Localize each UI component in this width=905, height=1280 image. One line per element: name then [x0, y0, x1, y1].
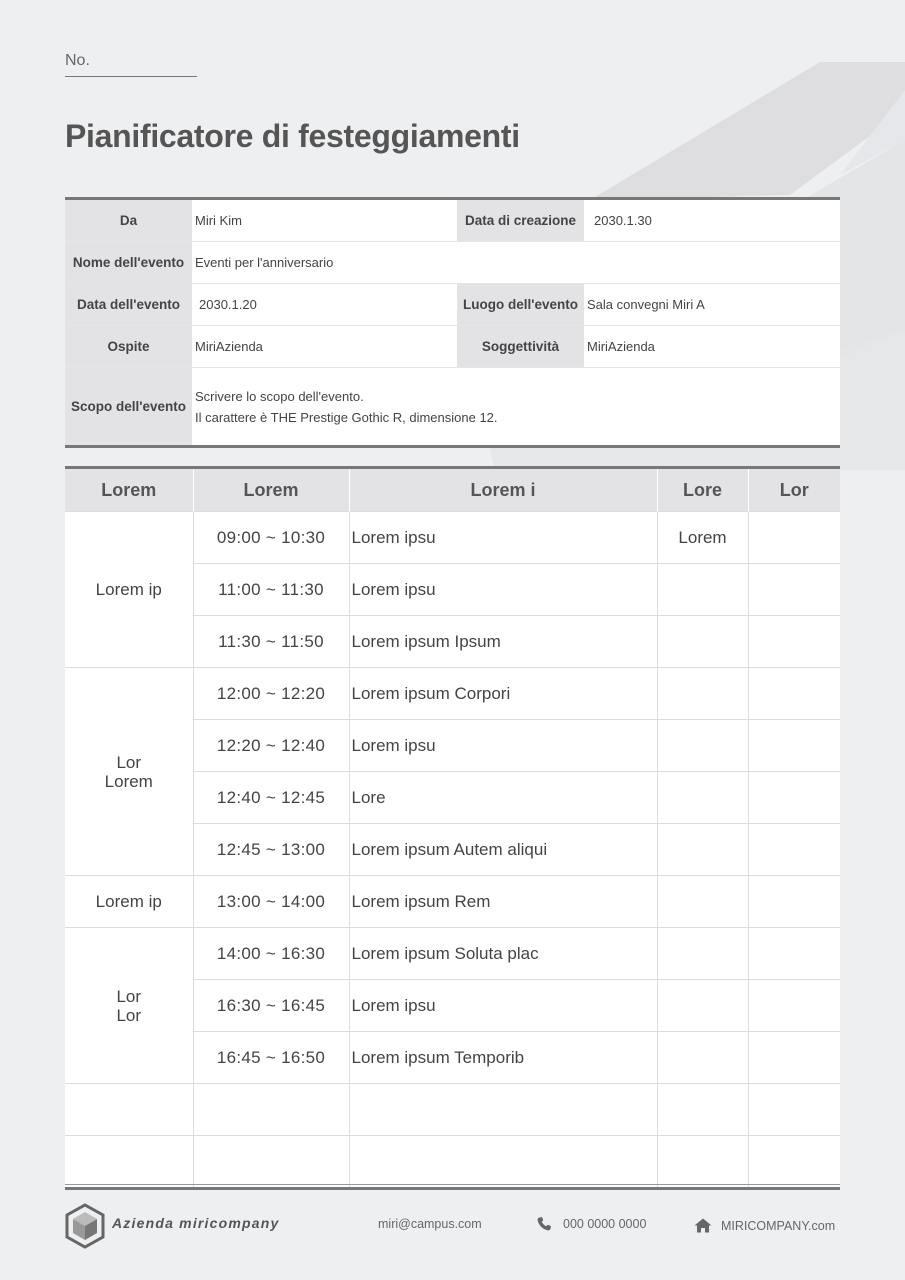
created-date-value[interactable]: 2030.1.30: [584, 199, 840, 242]
footer-divider: [65, 1184, 840, 1185]
empty-cell[interactable]: [65, 1136, 193, 1189]
time-cell[interactable]: 11:00 ~ 11:30: [193, 564, 349, 616]
phone-icon: [536, 1216, 552, 1232]
col5-cell[interactable]: [748, 616, 840, 668]
time-cell[interactable]: 16:30 ~ 16:45: [193, 980, 349, 1032]
col4-cell[interactable]: [657, 980, 748, 1032]
schedule-row: [65, 928, 840, 980]
group-label-line: Lorem: [104, 771, 153, 791]
col4-cell[interactable]: [657, 772, 748, 824]
event-name-value[interactable]: Eventi per l'anniversario: [192, 242, 840, 284]
activity-cell[interactable]: Lorem ipsu: [349, 980, 657, 1032]
col4-cell[interactable]: [657, 928, 748, 980]
group-label-cell[interactable]: [65, 876, 193, 928]
empty-cell[interactable]: [349, 1084, 657, 1136]
time-cell[interactable]: 14:00 ~ 16:30: [193, 928, 349, 980]
activity-cell[interactable]: Lorem ipsu: [349, 720, 657, 772]
guest-value[interactable]: MiriAzienda: [192, 326, 457, 368]
activity-cell[interactable]: Lorem ipsum Soluta plac: [349, 928, 657, 980]
empty-cell[interactable]: [748, 1136, 840, 1189]
time-cell[interactable]: 12:45 ~ 13:00: [193, 824, 349, 876]
activity-cell[interactable]: Lorem ipsum Autem aliqui: [349, 824, 657, 876]
empty-cell[interactable]: [657, 1136, 748, 1189]
from-value[interactable]: Miri Kim: [192, 199, 457, 242]
col4-cell[interactable]: [657, 1032, 748, 1084]
guest-label: Ospite: [65, 326, 192, 368]
event-location-value[interactable]: Sala convegni Miri A: [584, 284, 840, 326]
footer-website[interactable]: MIRICOMPANY.com: [721, 1219, 836, 1233]
footer-phone[interactable]: 000 0000 0000: [563, 1217, 647, 1231]
created-date-label: Data di creazione: [457, 199, 584, 242]
event-date-value[interactable]: 2030.1.20: [192, 284, 457, 326]
header-col-3: Lorem i: [349, 468, 657, 512]
group-label-line: Lorem ip: [95, 580, 162, 599]
col5-cell[interactable]: [748, 928, 840, 980]
time-cell[interactable]: 13:00 ~ 14:00: [193, 876, 349, 928]
empty-schedule-row: [65, 1136, 840, 1189]
col5-cell[interactable]: [748, 668, 840, 720]
col4-cell[interactable]: [657, 668, 748, 720]
subject-label: Soggettività: [457, 326, 584, 368]
group-label-cell[interactable]: [65, 512, 193, 668]
activity-cell[interactable]: Lorem ipsu: [349, 564, 657, 616]
brand-name: Azienda miricompany: [112, 1215, 280, 1231]
purpose-line-1: Scrivere lo scopo dell'evento.: [195, 388, 364, 404]
activity-cell[interactable]: Lorem ipsum Temporib: [349, 1032, 657, 1084]
group-label-line: Lor: [116, 986, 142, 1006]
group-label-line: Lorem ip: [95, 892, 162, 911]
empty-cell[interactable]: [657, 1084, 748, 1136]
col4-cell[interactable]: Lorem: [657, 512, 748, 564]
group-label-line: Lor: [116, 1005, 142, 1025]
header-col-4: Lore: [657, 468, 748, 512]
subject-value[interactable]: MiriAzienda: [584, 326, 840, 368]
empty-cell[interactable]: [193, 1084, 349, 1136]
col4-cell[interactable]: [657, 564, 748, 616]
empty-cell[interactable]: [193, 1136, 349, 1189]
page-title: Pianificatore di festeggiamenti: [65, 118, 520, 154]
document-number-field[interactable]: [65, 76, 197, 77]
purpose-line-2: Il carattere è THE Prestige Gothic R, dimensione 12.: [195, 409, 498, 425]
activity-cell[interactable]: Lore: [349, 772, 657, 824]
col5-cell[interactable]: [748, 1032, 840, 1084]
col5-cell[interactable]: [748, 564, 840, 616]
empty-cell[interactable]: [748, 1084, 840, 1136]
col5-cell[interactable]: [748, 980, 840, 1032]
footer-email[interactable]: miri@campus.com: [378, 1217, 482, 1231]
col5-cell[interactable]: [748, 876, 840, 928]
col5-cell[interactable]: [748, 824, 840, 876]
col4-cell[interactable]: [657, 824, 748, 876]
schedule-row: [65, 668, 840, 720]
group-label-line: Lor: [116, 752, 142, 772]
empty-cell[interactable]: [65, 1084, 193, 1136]
schedule-row: [65, 876, 840, 928]
event-location-label: Luogo dell'evento: [457, 284, 584, 326]
schedule-table: [65, 466, 840, 1190]
schedule-row: [65, 512, 840, 564]
empty-schedule-row: [65, 1084, 840, 1136]
group-label-cell[interactable]: [65, 928, 193, 1084]
col4-cell[interactable]: [657, 876, 748, 928]
time-cell[interactable]: 12:00 ~ 12:20: [193, 668, 349, 720]
activity-cell[interactable]: Lorem ipsu: [349, 512, 657, 564]
event-purpose-label: Scopo dell'evento: [65, 368, 192, 447]
header-col-1: Lorem: [65, 468, 193, 512]
col5-cell[interactable]: [748, 772, 840, 824]
time-cell[interactable]: 09:00 ~ 10:30: [193, 512, 349, 564]
time-cell[interactable]: 12:40 ~ 12:45: [193, 772, 349, 824]
home-icon: [694, 1218, 712, 1233]
col4-cell[interactable]: [657, 720, 748, 772]
activity-cell[interactable]: Lorem ipsum Corpori: [349, 668, 657, 720]
event-purpose-value[interactable]: [192, 368, 840, 447]
col5-cell[interactable]: [748, 512, 840, 564]
document-number-label: No.: [65, 52, 90, 69]
event-info-table: [65, 197, 840, 448]
group-label-cell[interactable]: [65, 668, 193, 876]
col5-cell[interactable]: [748, 720, 840, 772]
time-cell[interactable]: 12:20 ~ 12:40: [193, 720, 349, 772]
header-col-2: Lorem: [193, 468, 349, 512]
header-col-5: Lor: [748, 468, 840, 512]
activity-cell[interactable]: Lorem ipsum Rem: [349, 876, 657, 928]
from-label: Da: [65, 199, 192, 242]
col4-cell[interactable]: [657, 616, 748, 668]
time-cell[interactable]: 16:45 ~ 16:50: [193, 1032, 349, 1084]
time-cell[interactable]: 11:30 ~ 11:50: [193, 616, 349, 668]
schedule-header-row: [65, 468, 840, 512]
empty-cell[interactable]: [349, 1136, 657, 1189]
schedule-body: [65, 512, 840, 1189]
event-date-label: Data dell'evento: [65, 284, 192, 326]
hexagon-cube-logo: [65, 1203, 105, 1249]
event-name-label: Nome dell'evento: [65, 242, 192, 284]
activity-cell[interactable]: Lorem ipsum Ipsum: [349, 616, 657, 668]
